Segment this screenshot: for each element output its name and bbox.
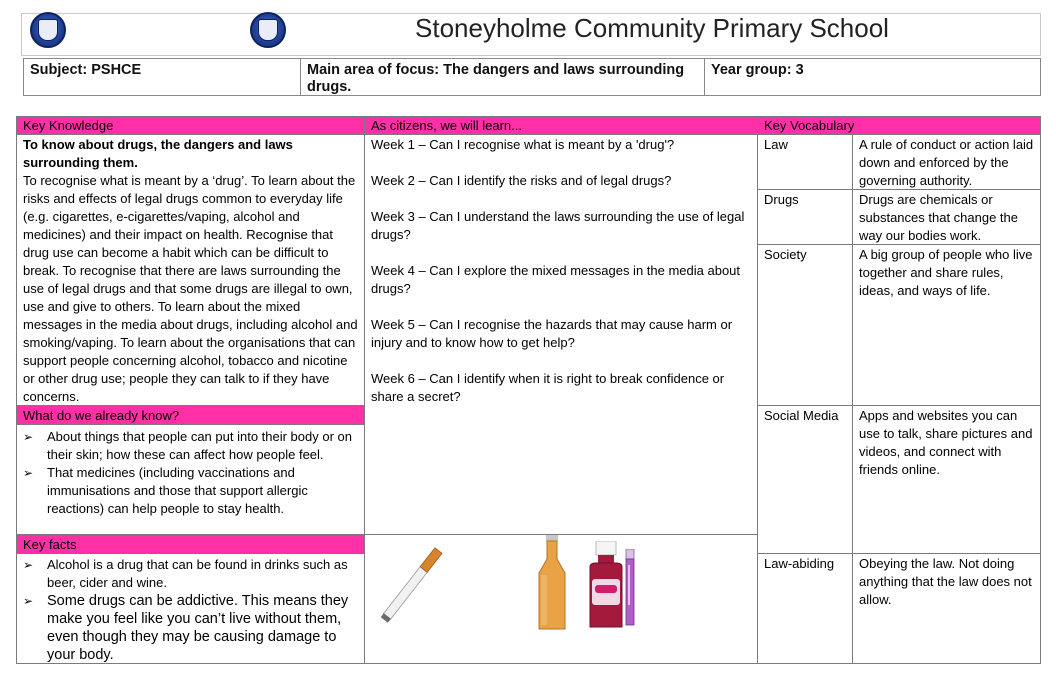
citizens-heading: As citizens, we will learn... [364, 116, 758, 135]
vocab-term: Society [757, 244, 853, 406]
key-facts-list [16, 553, 365, 664]
already-know-list [16, 424, 365, 535]
key-knowledge-body [16, 134, 365, 406]
vocab-term: Law-abiding [757, 553, 853, 664]
week-item: Week 2 – Can I identify the risks and of legal drugs? [371, 173, 672, 188]
list-item: ➢ That medicines (including vaccinations and immunisations and those that support allergic reactions) can help people to stay health. [17, 464, 358, 518]
vape-pen-icon [623, 549, 637, 629]
bottle-icon [535, 535, 569, 631]
school-crest-icon [250, 12, 286, 48]
focus-field: Main area of focus: The dangers and laws surrounding drugs. [300, 58, 705, 96]
vocab-definition: Obeying the law. Not doing anything that the law does not allow. [852, 553, 1041, 664]
key-facts-heading: Key facts [16, 534, 365, 554]
key-knowledge-intro: To know about drugs, the dangers and laws surrounding them. [23, 137, 293, 170]
already-know-heading: What do we already know? [16, 405, 365, 425]
vocab-term: Drugs [757, 189, 853, 245]
school-crest-icon [30, 12, 66, 48]
week-item: Week 1 – Can I recognise what is meant by a 'drug'? [371, 137, 675, 152]
vocab-definition: A big group of people who live together and share rules, ideas, and ways of life. [852, 244, 1041, 406]
vocab-term: Law [757, 134, 853, 190]
vocab-term: Social Media [757, 405, 853, 554]
key-knowledge-text: To recognise what is meant by a ‘drug’. To learn about the risks and effects of legal drugs common to everyday life (e.g. cigarettes, e-cigarettes/vaping, alcohol and medicines) and their impact on health. Recognise that drug use can become a habit which can be difficult to break. To recognise that there are laws surrounding the use of legal drugs and that some drugs are illegal to own, use and give to others. To learn about the mixed messages in the media about drugs, including alcohol and smoking/vaping. To learn about the organisations that can support people concerning alcohol, tobacco and nicotine or other drug use; people they can talk to if they have concerns. [23, 173, 358, 404]
list-item: ➢ About things that people can put into their body or on their skin; how these can affect how people feel. [17, 428, 358, 464]
week-item: Week 6 – Can I identify when it is right to break confidence or share a secret? [371, 371, 725, 404]
cigarette-icon [373, 539, 453, 629]
vocabulary-heading: Key Vocabulary [757, 116, 1041, 135]
images-panel [364, 534, 758, 664]
week-item: Week 3 – Can I understand the laws surrounding the use of legal drugs? [371, 209, 745, 242]
vocab-definition: A rule of conduct or action laid down and enforced by the governing authority. [852, 134, 1041, 190]
year-group-field: Year group: 3 [704, 58, 1041, 96]
page-title: Stoneyholme Community Primary School [415, 13, 889, 43]
list-item: ➢ Alcohol is a drug that can be found in drinks such as beer, cider and wine. [17, 556, 358, 592]
vocab-definition: Drugs are chemicals or substances that change the way our bodies work. [852, 189, 1041, 245]
week-item: Week 4 – Can I explore the mixed messages in the media about drugs? [371, 263, 741, 296]
subject-field: Subject: PSHCE [23, 58, 301, 96]
medicine-bottle-icon [586, 541, 626, 629]
week-item: Week 5 – Can I recognise the hazards that may cause harm or injury and to know how to get help? [371, 317, 733, 350]
key-knowledge-heading: Key Knowledge [16, 116, 365, 135]
vocab-definition: Apps and websites you can use to talk, share pictures and videos, and connect with friends online. [852, 405, 1041, 554]
list-item: ➢ Some drugs can be addictive. This means they make you feel like you can’t live without them, even though they may be causing damage to your body. [17, 592, 358, 664]
citizens-weeks [364, 134, 758, 535]
